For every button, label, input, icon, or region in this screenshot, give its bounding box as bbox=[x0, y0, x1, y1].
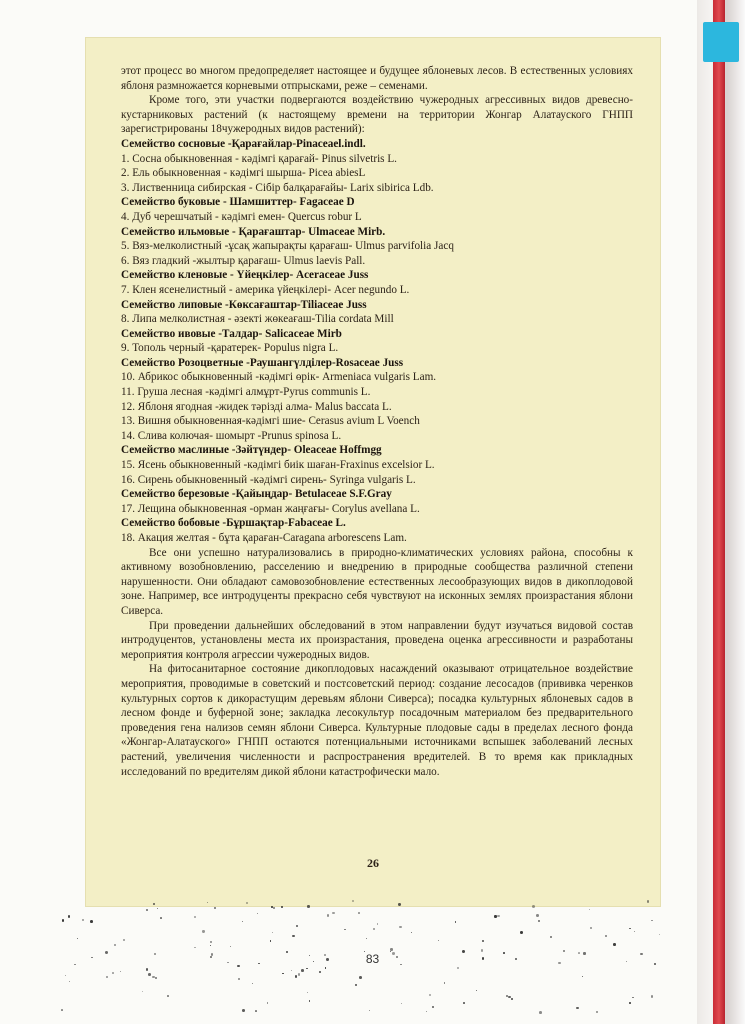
scan-speck bbox=[344, 929, 345, 930]
scan-speck bbox=[482, 957, 485, 960]
scan-speck bbox=[281, 906, 283, 908]
scan-speck bbox=[282, 973, 284, 975]
scanned-page bbox=[86, 38, 660, 906]
family-heading: Семейство ивовые -Талдар- Salicaceae Mirb bbox=[121, 327, 342, 340]
scan-speck bbox=[629, 1002, 631, 1004]
scan-speck bbox=[578, 952, 580, 954]
scan-speck bbox=[438, 940, 439, 941]
closing-paragraph: Все они успешно натурализовались в природно-климатических условиях района, способны к активному возобновлению, расселению и внедрению в природные сообщества различной степени нарушенности. Они обладают самовозобновление естественных лесообразующих видов в дикоплодовой зоне. Например, все интродуценты прекрасно себя чувствуют на исконных землях произрастания яблони Сиверса. bbox=[121, 546, 633, 617]
scan-speck bbox=[295, 975, 298, 978]
scan-speck bbox=[296, 925, 298, 927]
scan-speck bbox=[396, 956, 397, 957]
scan-speck bbox=[462, 950, 465, 953]
scan-speck bbox=[626, 961, 627, 962]
scan-speck bbox=[114, 944, 116, 946]
scan-speck bbox=[155, 977, 157, 979]
scan-speck bbox=[390, 951, 391, 952]
scan-speck bbox=[659, 934, 660, 935]
scan-speck bbox=[146, 909, 147, 910]
scan-speck bbox=[651, 995, 654, 998]
scan-speck bbox=[238, 978, 241, 981]
scan-speck bbox=[327, 914, 330, 917]
scan-speck bbox=[309, 1000, 311, 1002]
scan-speck bbox=[411, 932, 412, 933]
species-item: 3. Лиственница сибирская - Сібір балқарағайы- Larix sibirica Ldb. bbox=[121, 181, 434, 194]
scan-speck bbox=[271, 906, 273, 908]
scan-speck bbox=[298, 973, 301, 976]
species-item: 17. Лещина обыкновенная -орман жаңғағы- Corylus avellana L. bbox=[121, 502, 420, 515]
scan-speck bbox=[582, 976, 583, 977]
scan-speck bbox=[332, 912, 335, 915]
scan-speck bbox=[120, 971, 121, 972]
scan-speck bbox=[373, 928, 375, 930]
scan-speck bbox=[503, 952, 505, 954]
scan-speck bbox=[326, 958, 329, 961]
species-item: 8. Липа мелколистная - әзекті жөкеағаш-Tilia cordata Mill bbox=[121, 313, 394, 326]
scan-speck bbox=[398, 903, 400, 905]
scan-speck bbox=[532, 905, 535, 908]
scan-speck bbox=[82, 919, 83, 920]
scan-speck bbox=[65, 975, 66, 976]
binder-tab bbox=[703, 22, 739, 62]
scan-speck bbox=[267, 1002, 268, 1003]
scan-speck bbox=[157, 908, 158, 909]
scan-speck bbox=[69, 981, 70, 982]
scan-speck bbox=[377, 923, 379, 925]
scan-speck bbox=[272, 932, 274, 934]
species-item: 15. Ясень обыкновенный -кәдімгі биік шаған-Fraxinus excelsior L. bbox=[121, 459, 435, 472]
scan-speck bbox=[237, 965, 240, 968]
scan-speck bbox=[476, 990, 477, 991]
family-heading: Семейство Розоцветные -Раушангүлділер-Rosaceae Juss bbox=[121, 356, 404, 369]
scan-speck bbox=[429, 994, 431, 996]
scan-speck bbox=[257, 913, 258, 914]
scan-speck bbox=[366, 938, 367, 939]
species-item: 10. Абрикос обыкновенный -кәдімгі өрік- Armeniaca vulgaris Lam. bbox=[121, 371, 437, 384]
scan-speck bbox=[252, 983, 253, 984]
scan-speck bbox=[576, 1007, 578, 1009]
family-heading: Семейство кленовые - Үйеңкілер- Aceraceae Juss bbox=[121, 269, 369, 282]
scan-speck bbox=[194, 916, 196, 918]
scan-speck bbox=[432, 1006, 435, 1009]
scan-speck bbox=[481, 949, 484, 952]
scan-speck bbox=[426, 1011, 428, 1013]
scan-speck bbox=[596, 1011, 597, 1012]
species-item: 11. Груша лесная -кәдімгі алмұрт-Pyrus communis L. bbox=[121, 386, 371, 399]
scan-speck bbox=[651, 920, 653, 922]
scan-speck bbox=[112, 972, 114, 974]
scan-speck bbox=[457, 967, 459, 969]
scan-speck bbox=[399, 926, 401, 928]
scan-speck bbox=[291, 970, 292, 971]
scan-speck bbox=[270, 940, 271, 941]
scan-speck bbox=[210, 945, 212, 947]
scan-speck bbox=[538, 920, 540, 922]
species-item: 13. Вишня обыкновенная-кәдімгі шие- Cerasus avium L Voench bbox=[121, 415, 420, 428]
scan-speck bbox=[242, 921, 243, 922]
scan-speck bbox=[230, 946, 231, 947]
species-item: 6. Вяз гладкий -жылтыр қарағаш- Ulmus laevis Pall. bbox=[121, 254, 366, 267]
scan-speck bbox=[632, 997, 634, 999]
closing-paragraph: При проведении дальнейших обследований в этом направлении будут изучаться видовой состав интродуцентов, установлены места их произрастания, проведена оценка агрессивности и разработаны мероприятия контроля агрессии чужеродных видов. bbox=[121, 619, 633, 661]
scan-speck bbox=[634, 931, 635, 932]
scan-speck bbox=[306, 968, 308, 970]
species-item: 5. Вяз-мелколистный -ұсақ жапырақты қарағаш- Ulmus parvifolia Jacq bbox=[121, 240, 454, 253]
species-item: 9. Тополь черный -қаратерек- Populus nigra L. bbox=[121, 342, 339, 355]
scan-speck bbox=[309, 955, 310, 956]
scan-speck bbox=[167, 995, 169, 997]
scan-speck bbox=[307, 905, 309, 907]
family-heading: Семейство липовые -Көксағаштар-Tiliaceae Juss bbox=[121, 298, 367, 311]
closing-paragraph: На фитосанитарное состояние дикоплодовых насаждений оказывают отрицательное воздействие мероприятия, проводимые в советский и постсоветский период: создание лесосадов (прививка черенков культурных сортов к дикорастущим деревьям яблони Сиверса); посадка культурных яблоневых садов в лесном фонде и буферной зоне; закладка лесокультур посадочным материалом без предварительного проведения гена нализов семян яблони Сиверса. Культурные плодовые сады в пределах лесного фонда «Жонгар-Алатауского» ГНПП остаются потенциальными источниками вспышек заболеваний лесных растений, увеличения численности и распространения вредителей. В то время как прикладных исследований по вредителям дикой яблони катастрофически мало. bbox=[121, 663, 633, 778]
scan-speck bbox=[589, 909, 590, 910]
scan-speck bbox=[68, 915, 70, 917]
binder-red-stripe bbox=[713, 0, 725, 1024]
scan-speck bbox=[273, 907, 274, 908]
scan-speck bbox=[242, 1009, 245, 1012]
family-heading: Семейство сосновые -Қарағайлар-Pinaceael.indl. bbox=[121, 137, 366, 150]
scan-speck bbox=[202, 930, 204, 932]
species-item: 7. Клен ясенелистный - америка үйеңкілері- Acer negundo L. bbox=[121, 283, 410, 296]
family-heading: Семейство буковые - Шамшиттер- Fagaceae D bbox=[121, 196, 355, 209]
inner-page-number: 26 bbox=[367, 856, 379, 870]
scan-speck bbox=[123, 939, 125, 941]
scan-speck bbox=[210, 941, 211, 942]
scan-speck bbox=[369, 1010, 370, 1011]
scan-speck bbox=[90, 920, 93, 923]
scan-speck bbox=[307, 992, 308, 993]
species-item: 14. Слива колючая- шомырт -Prunus spinosa L. bbox=[121, 429, 342, 442]
scan-speck bbox=[497, 915, 500, 918]
scan-speck bbox=[539, 1011, 542, 1014]
scan-speck bbox=[61, 1009, 63, 1011]
scan-speck bbox=[583, 952, 585, 954]
scan-speck bbox=[146, 968, 148, 970]
family-heading: Семейство ильмовые - Қарағаштар- Ulmaceae Mirb. bbox=[121, 225, 386, 238]
species-item: 18. Акация желтая - бұта қараған-Caragana arborescens Lam. bbox=[121, 532, 407, 544]
scan-speck bbox=[401, 1003, 402, 1004]
scan-speck bbox=[482, 940, 484, 942]
species-item: 2. Ель обыкновенная - кәдімгі шырша- Picea abiesL bbox=[121, 167, 366, 180]
scan-speck bbox=[194, 947, 196, 949]
scan-speck bbox=[160, 917, 162, 919]
family-heading: Семейство березовые -Қайыңдар- Betulaceae S.F.Gray bbox=[121, 488, 392, 501]
species-item: 1. Сосна обыкновенная - кәдімгі қарағай- Pinus silvetris L. bbox=[121, 152, 397, 165]
scan-speck bbox=[629, 928, 630, 929]
scan-speck bbox=[319, 971, 321, 973]
scan-speck bbox=[463, 1002, 465, 1004]
scan-speck bbox=[142, 991, 143, 992]
scan-speck bbox=[494, 915, 496, 917]
scan-speck bbox=[255, 1010, 257, 1012]
closing-section bbox=[121, 546, 633, 780]
species-item: 12. Яблоня ягодная -жидек тәрізді алма- Malus baccata L. bbox=[121, 400, 392, 413]
scan-speck bbox=[77, 938, 78, 939]
species-item: 4. Дуб черешчатый - кәдімгі емен- Quercus robur L bbox=[121, 210, 362, 223]
scan-speck bbox=[550, 936, 552, 938]
page-text bbox=[121, 64, 633, 779]
scan-speck bbox=[355, 984, 356, 985]
scan-speck bbox=[106, 976, 108, 978]
scan-speck bbox=[647, 900, 649, 902]
scan-speck bbox=[444, 982, 446, 984]
species-list bbox=[121, 137, 633, 546]
scan-speck bbox=[455, 921, 456, 922]
scan-speck bbox=[62, 919, 65, 922]
scan-speck bbox=[613, 943, 616, 946]
scan-speck bbox=[520, 931, 523, 934]
scan-speck bbox=[511, 998, 513, 1000]
scan-speck bbox=[536, 914, 539, 917]
species-item: 16. Сирень обыкновенный -кәдімгі сирень- Syringa vulgaris L. bbox=[121, 473, 416, 486]
family-heading: Семейство бобовые -Бұршақтар-Fabaceae L. bbox=[121, 517, 346, 530]
intro-paragraph: этот процесс во многом предопределяет настоящее и будущее яблоневых лесов. В естественных условиях яблоня размножается корневыми отпрысками, реже – семенами. bbox=[121, 65, 633, 92]
scan-speck bbox=[105, 951, 108, 954]
family-heading: Семейство маслиные -Зәйтүндер- Oleaceae Hoffmgg bbox=[121, 444, 382, 457]
outer-page-number: 83 bbox=[365, 952, 380, 966]
scan-speck bbox=[325, 967, 326, 968]
scan-speck bbox=[148, 973, 151, 976]
scan-speck bbox=[301, 969, 304, 972]
scan-speck bbox=[152, 976, 154, 978]
scan-speck bbox=[292, 935, 295, 938]
scan-speck bbox=[590, 927, 592, 929]
scan-speck bbox=[214, 907, 216, 909]
scan-speck bbox=[358, 912, 360, 914]
scan-speck bbox=[359, 976, 362, 979]
intro-paragraph: Кроме того, эти участки подвергаются воздействию чужеродных агрессивных видов древесно-кустарниковых растений (к настоящему времени на территории Жонгар Алатауского ГНПП зарегистрированы 18чужеродных видов растений): bbox=[121, 94, 633, 136]
intro-section bbox=[121, 64, 633, 137]
scan-speck bbox=[605, 935, 607, 937]
